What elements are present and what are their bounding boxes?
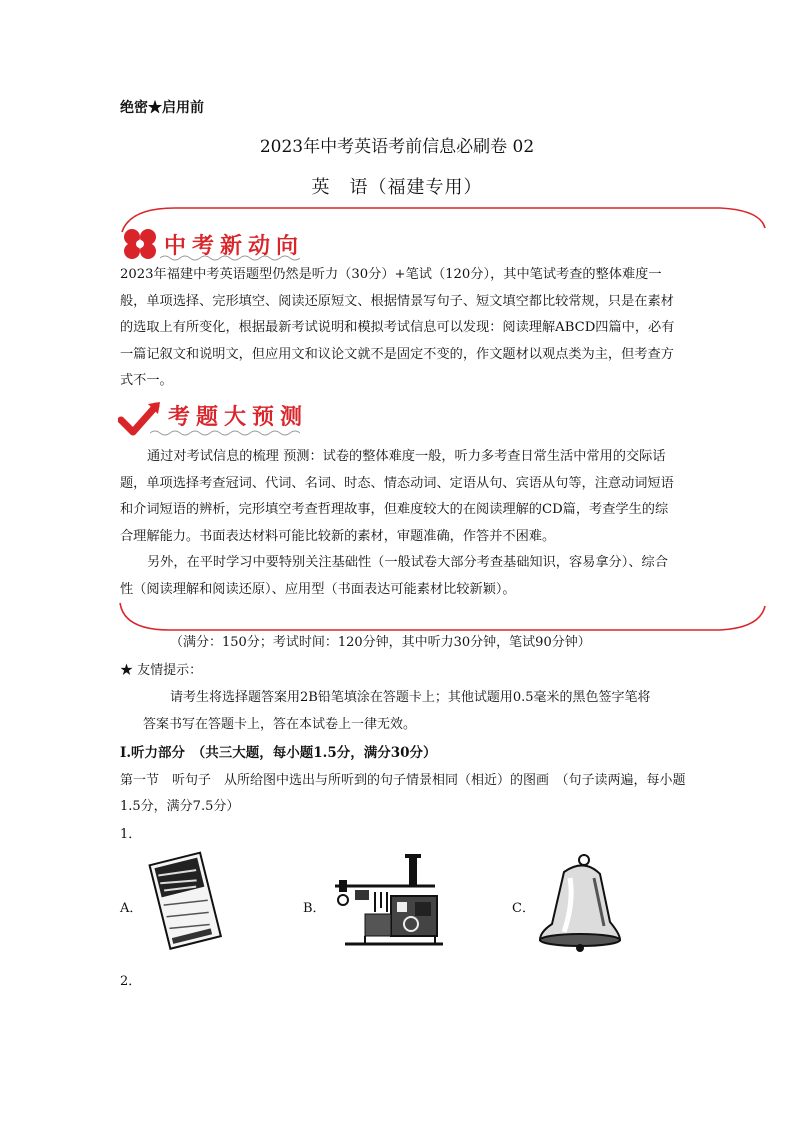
machine-picture <box>325 852 445 952</box>
trends-text: 2023年福建中考英语题型仍然是听力（30分）+笔试（120分），其中笔试考查的整体难度一般，单项选择、完形填空、阅读还原短文、根据情景写句子、短文填空都比较常规，只是在素材的选取上有所变化，根据最新考试说明和模拟考试信息可以发现：阅读理解ABCD四篇中，必有一篇记叙文和说明文，但应用文和议论文就不是固定不变的，作文题材以观点类为主，但考查方式不一。 <box>120 267 675 388</box>
tip-line-2: 答案书写在答题卡上，答在本试卷上一律无效。 <box>143 717 417 732</box>
option-a-label: A． <box>120 901 143 916</box>
pack-of-paper-picture <box>145 850 223 950</box>
confidential-label: 绝密★启用前 <box>120 100 204 116</box>
wavy-underline <box>160 254 300 262</box>
predict-paragraph-2: 另外，在平时学习中要特别关注基础性（一般试卷大部分考查基础知识，容易拿分）、综合性（阅读理解和阅读还原）、应用型（书面表达可能素材比较新颖）。 <box>120 555 668 597</box>
score-info: （满分：150分；考试时间：120分钟，其中听力30分钟，笔试90分钟） <box>170 635 591 650</box>
trends-banner: 中考新动向 <box>164 234 305 259</box>
option-c-label: C． <box>512 901 535 916</box>
wavy-underline <box>150 429 300 437</box>
predict-paragraph-1: 通过对考试信息的梳理 预测：试卷的整体难度一般，听力多考查日常生活中常用的交际话题，单项选择考查冠词、代词、名词、时态、情态动词、定语从句、宾语从句等，注意动词短语和介词短语的辨析，完形填空考查哲理故事，但难度较大的在阅读理解的CD篇，考查学生的综合理解能力。书面表达材料可能比较新的素材，审题准确，作答并不困难。 <box>120 449 674 544</box>
listening-section-1: 第一节 听句子 从所给图中选出与所听到的句子情景相同（相近）的图画 （句子读两遍，每小题1.5分，满分7.5分） <box>120 773 686 814</box>
tip-heading: ★ 友情提示： <box>120 663 203 678</box>
question-number-1: 1． <box>120 827 142 842</box>
page-subtitle: 英 语（福建专用） <box>311 177 483 198</box>
listening-part-title: Ⅰ.听力部分 （共三大题，每小题1.5分，满分30分） <box>120 745 437 761</box>
option-b-label: B． <box>303 901 326 916</box>
page-title: 2023年中考英语考前信息必刷卷 02 <box>259 137 535 157</box>
clover-icon <box>118 224 162 264</box>
bell-picture <box>534 852 624 952</box>
question-number-2: 2． <box>120 974 142 989</box>
tip-line-1: 请考生将选择题答案用2B铅笔填涂在答题卡上；其他试题用0.5毫米的黑色签字笔将 <box>170 690 651 705</box>
predict-banner: 考题大预测 <box>168 405 309 430</box>
